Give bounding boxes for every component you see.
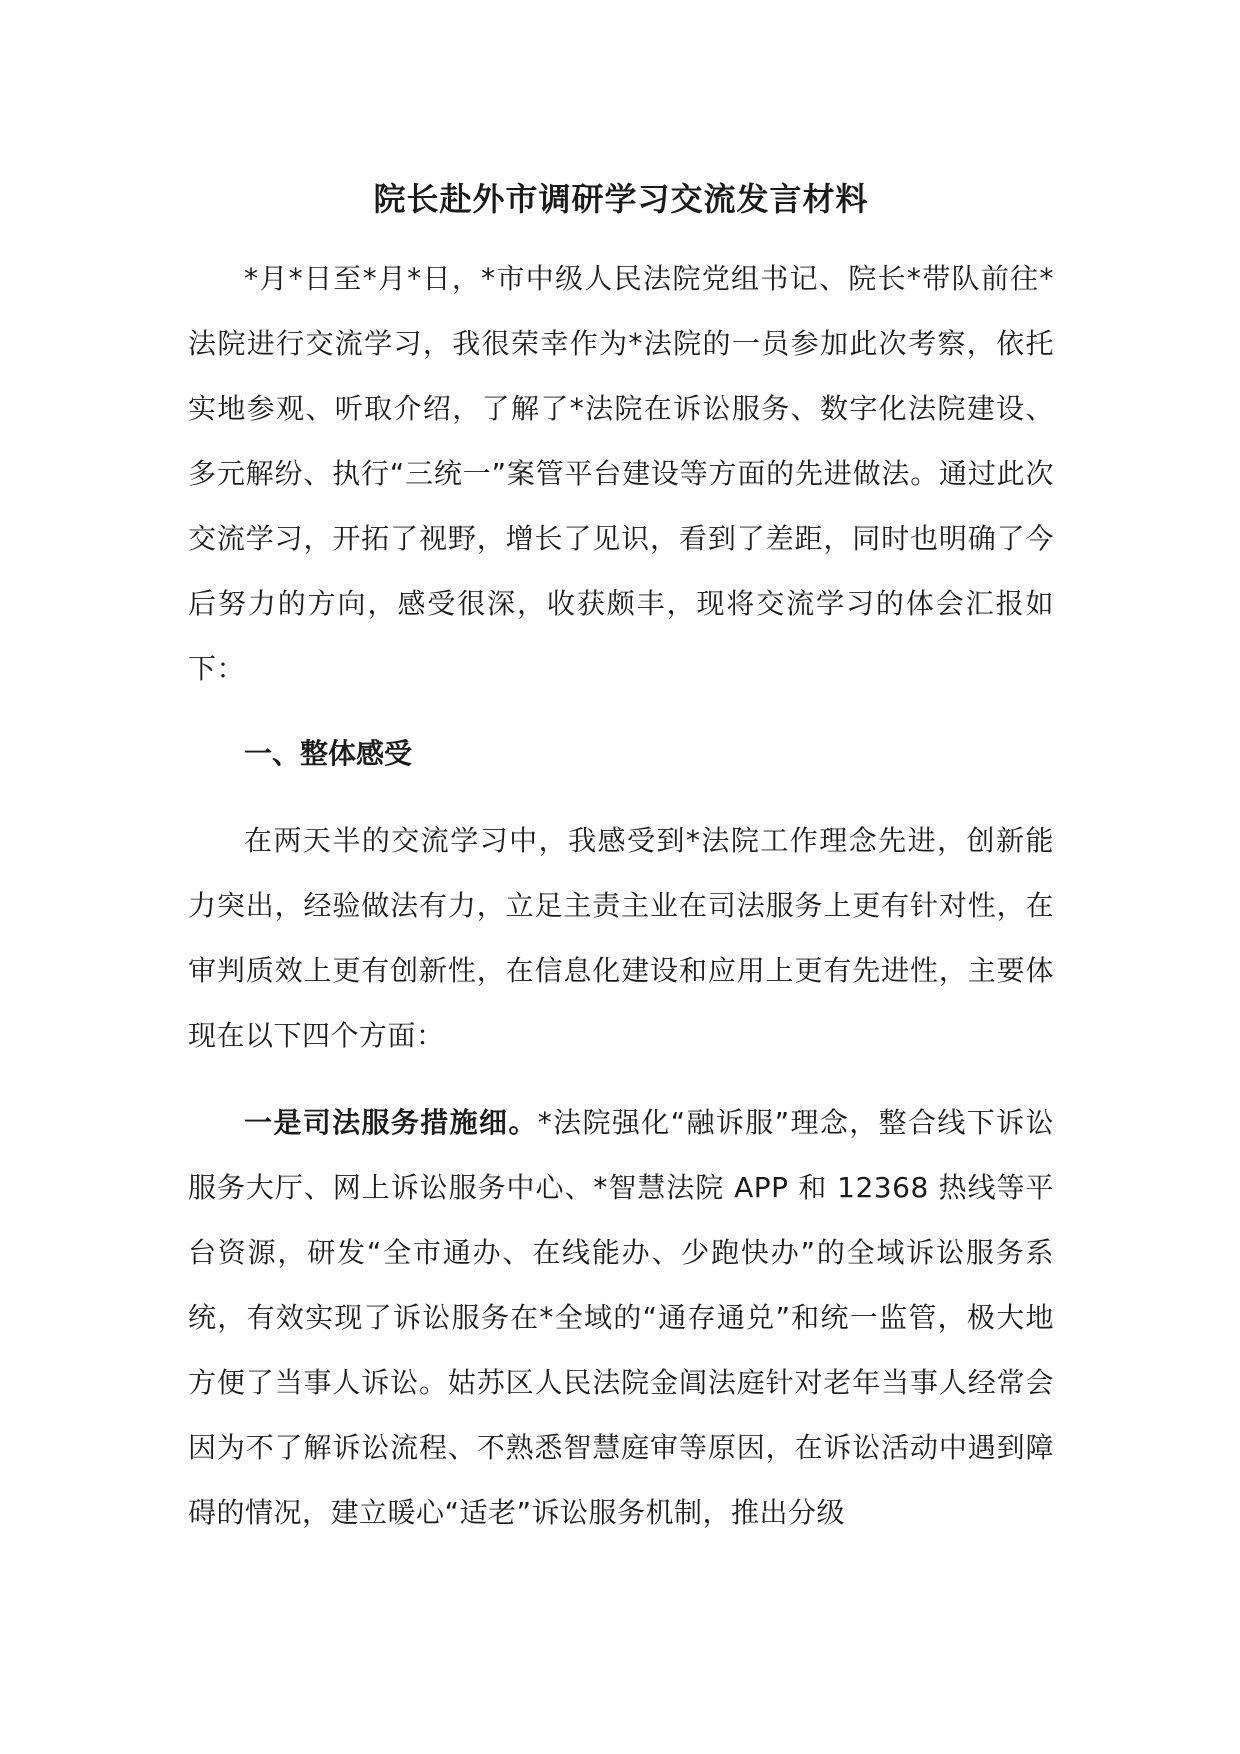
point-judicial-service-lead: 一是司法服务措施细。 xyxy=(244,1106,538,1139)
intro-paragraph: *月*日至*月*日，*市中级人民法院党组书记、院长*带队前往*法院进行交流学习，我很荣幸作为*法院的一员参加此次考察，依托实地参观、听取介绍，了解了*法院在诉讼服务、数字化法院建设、多元解纷、执行“三统一”案管平台建设等方面的先进做法。通过此次交流学习，开拓了视野，增长了见识，看到了差距，同时也明确了今后努力的方向，感受很深，收获颇丰，现将交流学习的体会汇报如下： xyxy=(188,262,1054,685)
point-judicial-service-paragraph xyxy=(188,1090,1054,1545)
document-title: 院长赴外市调研学习交流发言材料 xyxy=(373,180,869,218)
document-body xyxy=(188,172,1054,1545)
overall-impression-paragraph: 在两天半的交流学习中，我感受到*法院工作理念先进，创新能力突出，经验做法有力，立足主责主业在司法服务上更有针对性，在审判质效上更有创新性，在信息化建设和应用上更有先进性，主要体现在以下四个方面： xyxy=(188,824,1054,1052)
section-heading-overall-impression: 一、整体感受 xyxy=(244,737,413,770)
point-judicial-service-body: *法院强化“融诉服”理念，整合线下诉讼服务大厅、网上诉讼服务中心、*智慧法院 APP 和 12368 热线等平台资源，研发“全市通办、在线能办、少跑快办”的全域诉讼服务系统，有效实现了诉讼服务在*全域的“通存通兑”和统一监管，极大地方便了当事人诉讼。姑苏区人民法院金阊法庭针对老年当事人经常会因为不了解诉讼流程、不熟悉智慧庭审等原因，在诉讼活动中遇到障碍的情况，建立暖心“适老”诉讼服务机制，推出分级 xyxy=(188,1106,1054,1529)
